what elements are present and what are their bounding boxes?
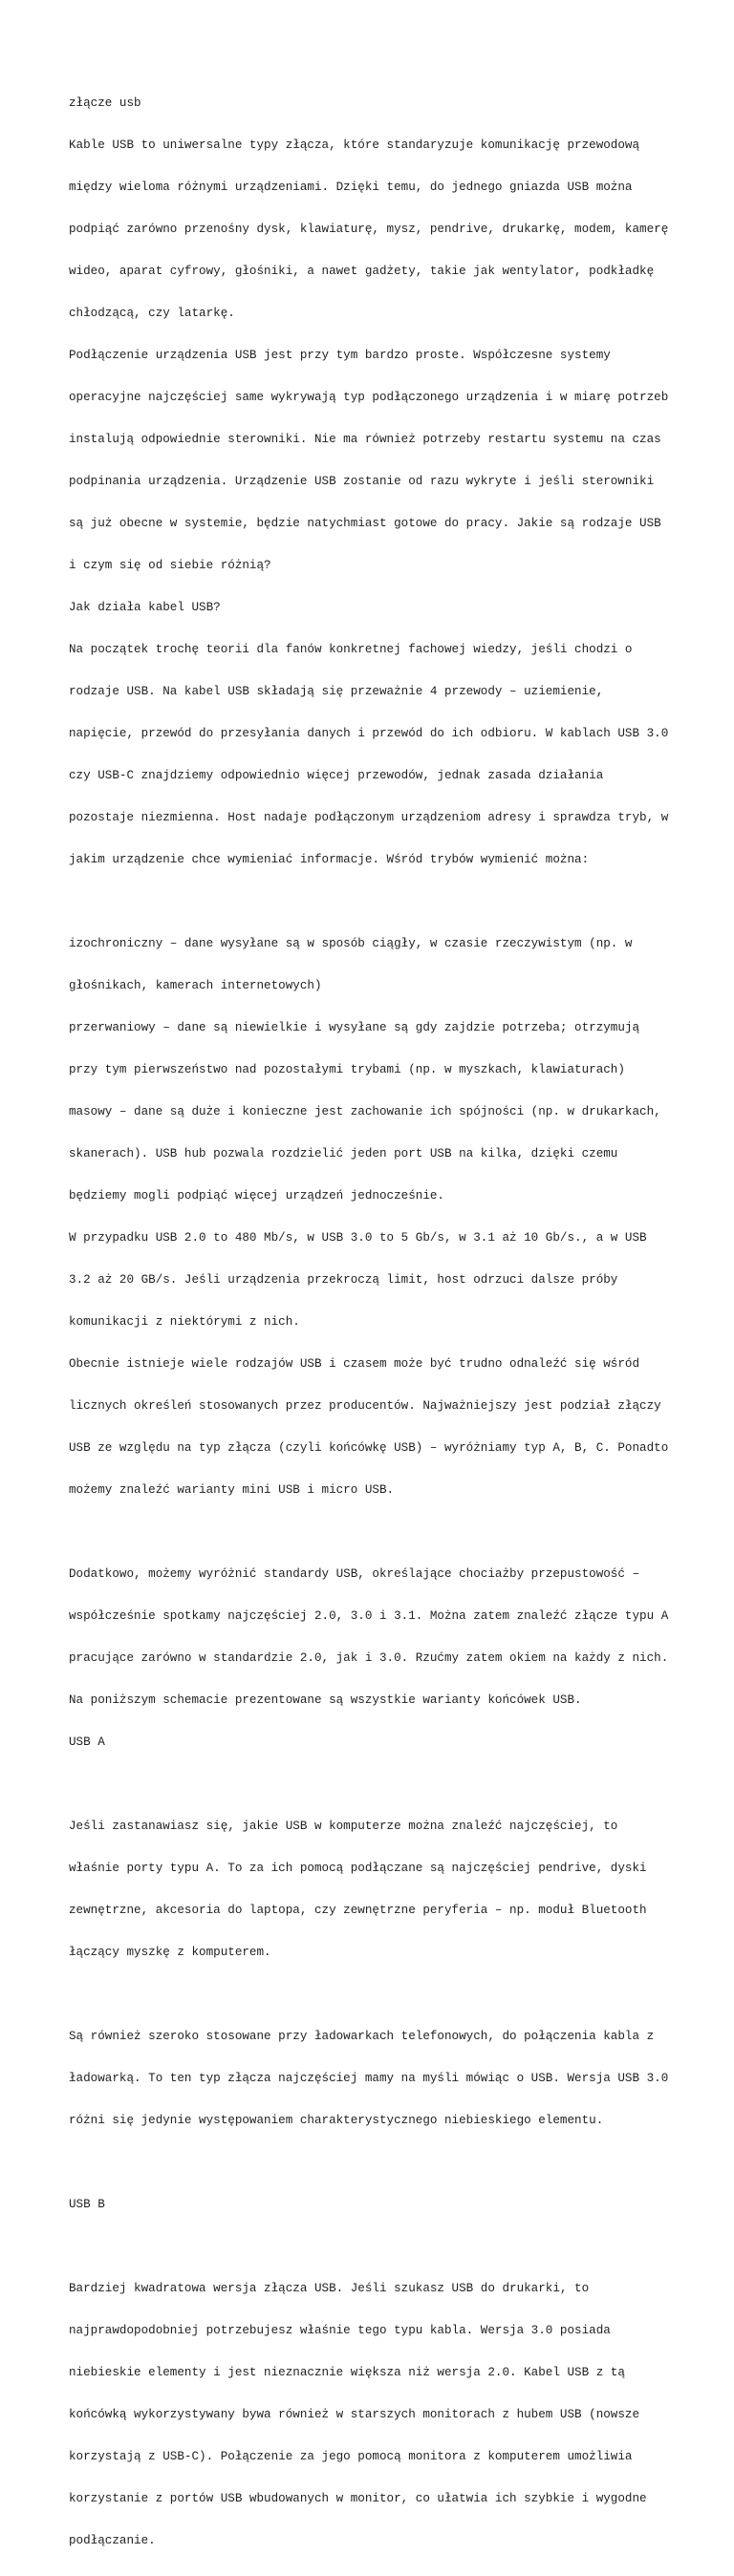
text-line: skanerach). USB hub pozwala rozdzielić jeden port USB na kilka, dzięki czemu	[69, 1147, 618, 1161]
section-heading: USB A	[69, 1735, 105, 1750]
text-line: pozostaje niezmienna. Host nadaje podłączonym urządzeniom adresy i sprawdza tryb, w	[69, 811, 669, 825]
text-line: różni się jedynie występowaniem charakterystycznego niebieskiego elementu.	[69, 2114, 604, 2128]
text-line: czy USB-C znajdziemy odpowiednio więcej przewodów, jednak zasada działania	[69, 769, 604, 783]
document-title: złącze usb	[69, 96, 141, 111]
text-line: Na początek trochę teorii dla fanów konkretnej fachowej wiedzy, jeśli chodzi o	[69, 643, 633, 657]
text-line: korzystają z USB-C). Połączenie za jego pomocą monitora z komputerem umożliwia	[69, 2450, 633, 2464]
section-heading: Jak działa kabel USB?	[69, 601, 221, 615]
text-line: Kable USB to uniwersalne typy złącza, które standaryzuje komunikację przewodową	[69, 138, 640, 153]
text-line: Obecnie istnieje wiele rodzajów USB i czasem może być trudno odnaleźć się wśród	[69, 1357, 640, 1372]
text-line: podłączanie.	[69, 2534, 156, 2548]
section-heading: USB B	[69, 2198, 105, 2212]
text-line: będziemy mogli podpiąć więcej urządzeń jednocześnie.	[69, 1189, 444, 1203]
text-line: Jeśli zastanawiasz się, jakie USB w komputerze można znaleźć najczęściej, to	[69, 1820, 618, 1834]
blank-line	[69, 895, 671, 909]
text-line: 3.2 aż 20 GB/s. Jeśli urządzenia przekroczą limit, host odrzuci dalsze próby	[69, 1273, 618, 1288]
text-line: właśnie porty typu A. To za ich pomocą podłączane są najczęściej pendrive, dyski	[69, 1862, 647, 1876]
text-line: Są również szeroko stosowane przy ładowarkach telefonowych, do połączenia kabla z	[69, 2030, 655, 2044]
text-line: współcześnie spotkamy najczęściej 2.0, 3.0 i 3.1. Można zatem znaleźć złącze typu A	[69, 1609, 669, 1624]
blank-line	[69, 1778, 671, 1792]
blank-line	[69, 1988, 671, 2002]
list-item: przy tym pierwszeństwo nad pozostałymi trybami (np. w myszkach, klawiaturach)	[69, 1063, 625, 1077]
text-line: podpinania urządzenia. Urządzenie USB zostanie od razu wykryte i jeśli sterowniki	[69, 475, 655, 489]
blank-line	[69, 2156, 671, 2170]
blank-line	[69, 2240, 671, 2254]
text-line: końcówką wykorzystywany bywa również w starszych monitorach z hubem USB (nowsze	[69, 2408, 640, 2422]
list-item: głośnikach, kamerach internetowych)	[69, 979, 322, 993]
text-line: W przypadku USB 2.0 to 480 Mb/s, w USB 3.0 to 5 Gb/s, w 3.1 aż 10 Gb/s., a w USB	[69, 1231, 647, 1245]
text-line: chłodzącą, czy latarkę.	[69, 307, 235, 321]
text-line: pracujące zarówno w standardzie 2.0, jak i 3.0. Rzućmy zatem okiem na każdy z nich.	[69, 1651, 669, 1666]
text-line: Bardziej kwadratowa wersja złącza USB. Jeśli szukasz USB do drukarki, to	[69, 2282, 590, 2296]
blank-line	[69, 1525, 671, 1540]
text-line: łączący myszkę z komputerem.	[69, 1946, 271, 1960]
text-line: jakim urządzenie chce wymieniać informacje. Wśród trybów wymienić można:	[69, 853, 590, 867]
text-line: zewnętrzne, akcesoria do laptopa, czy zewnętrzne peryferia – np. moduł Bluetooth	[69, 1904, 647, 1918]
text-line: między wieloma różnymi urządzeniami. Dzięki temu, do jednego gniazda USB można	[69, 181, 633, 195]
text-line: najprawdopodobniej potrzebujesz właśnie tego typu kabla. Wersja 3.0 posiada	[69, 2324, 611, 2338]
text-line: wideo, aparat cyfrowy, głośniki, a nawet gadżety, takie jak wentylator, podkładkę	[69, 265, 655, 279]
text-line: podpiąć zarówno przenośny dysk, klawiaturę, mysz, pendrive, drukarkę, modem, kamerę	[69, 223, 669, 237]
text-line: instalują odpowiednie sterowniki. Nie ma również potrzeby restartu systemu na czas	[69, 433, 661, 447]
text-line: operacyjne najczęściej same wykrywają typ podłączonego urządzenia i w miarę potrzeb	[69, 391, 669, 405]
text-line: niebieskie elementy i jest nieznacznie większa niż wersja 2.0. Kabel USB z tą	[69, 2366, 625, 2380]
text-line: i czym się od siebie różnią?	[69, 559, 271, 573]
text-line: Podłączenie urządzenia USB jest przy tym bardzo proste. Współczesne systemy	[69, 349, 611, 363]
text-line: Dodatkowo, możemy wyróżnić standardy USB, określające chociażby przepustowość –	[69, 1567, 640, 1582]
list-item: przerwaniowy – dane są niewielkie i wysyłane są gdy zajdzie potrzeba; otrzymują	[69, 1021, 640, 1035]
list-item: izochroniczny – dane wysyłane są w sposób ciągły, w czasie rzeczywistym (np. w	[69, 937, 633, 951]
list-item: masowy – dane są duże i konieczne jest zachowanie ich spójności (np. w drukarkach,	[69, 1105, 661, 1119]
text-line: rodzaje USB. Na kabel USB składają się przeważnie 4 przewody – uziemienie,	[69, 685, 604, 699]
text-line: komunikacji z niektórymi z nich.	[69, 1315, 300, 1330]
text-line: licznych określeń stosowanych przez producentów. Najważniejszy jest podział złączy	[69, 1399, 661, 1414]
text-line: korzystanie z portów USB wbudowanych w monitor, co ułatwia ich szybkie i wygodne	[69, 2492, 647, 2506]
text-line: napięcie, przewód do przesyłania danych i przewód do ich odbioru. W kablach USB 3.0	[69, 727, 669, 741]
text-line: możemy znaleźć warianty mini USB i micro USB.	[69, 1483, 395, 1498]
document-text	[69, 69, 671, 2576]
text-line: USB ze względu na typ złącza (czyli końcówkę USB) – wyróżniamy typ A, B, C. Ponadto	[69, 1441, 669, 1456]
text-line: są już obecne w systemie, będzie natychmiast gotowe do pracy. Jakie są rodzaje USB	[69, 517, 661, 531]
text-line: ładowarką. To ten typ złącza najczęściej mamy na myśli mówiąc o USB. Wersja USB 3.0	[69, 2072, 669, 2086]
text-line: Na poniższym schemacie prezentowane są wszystkie warianty końcówek USB.	[69, 1693, 582, 1708]
